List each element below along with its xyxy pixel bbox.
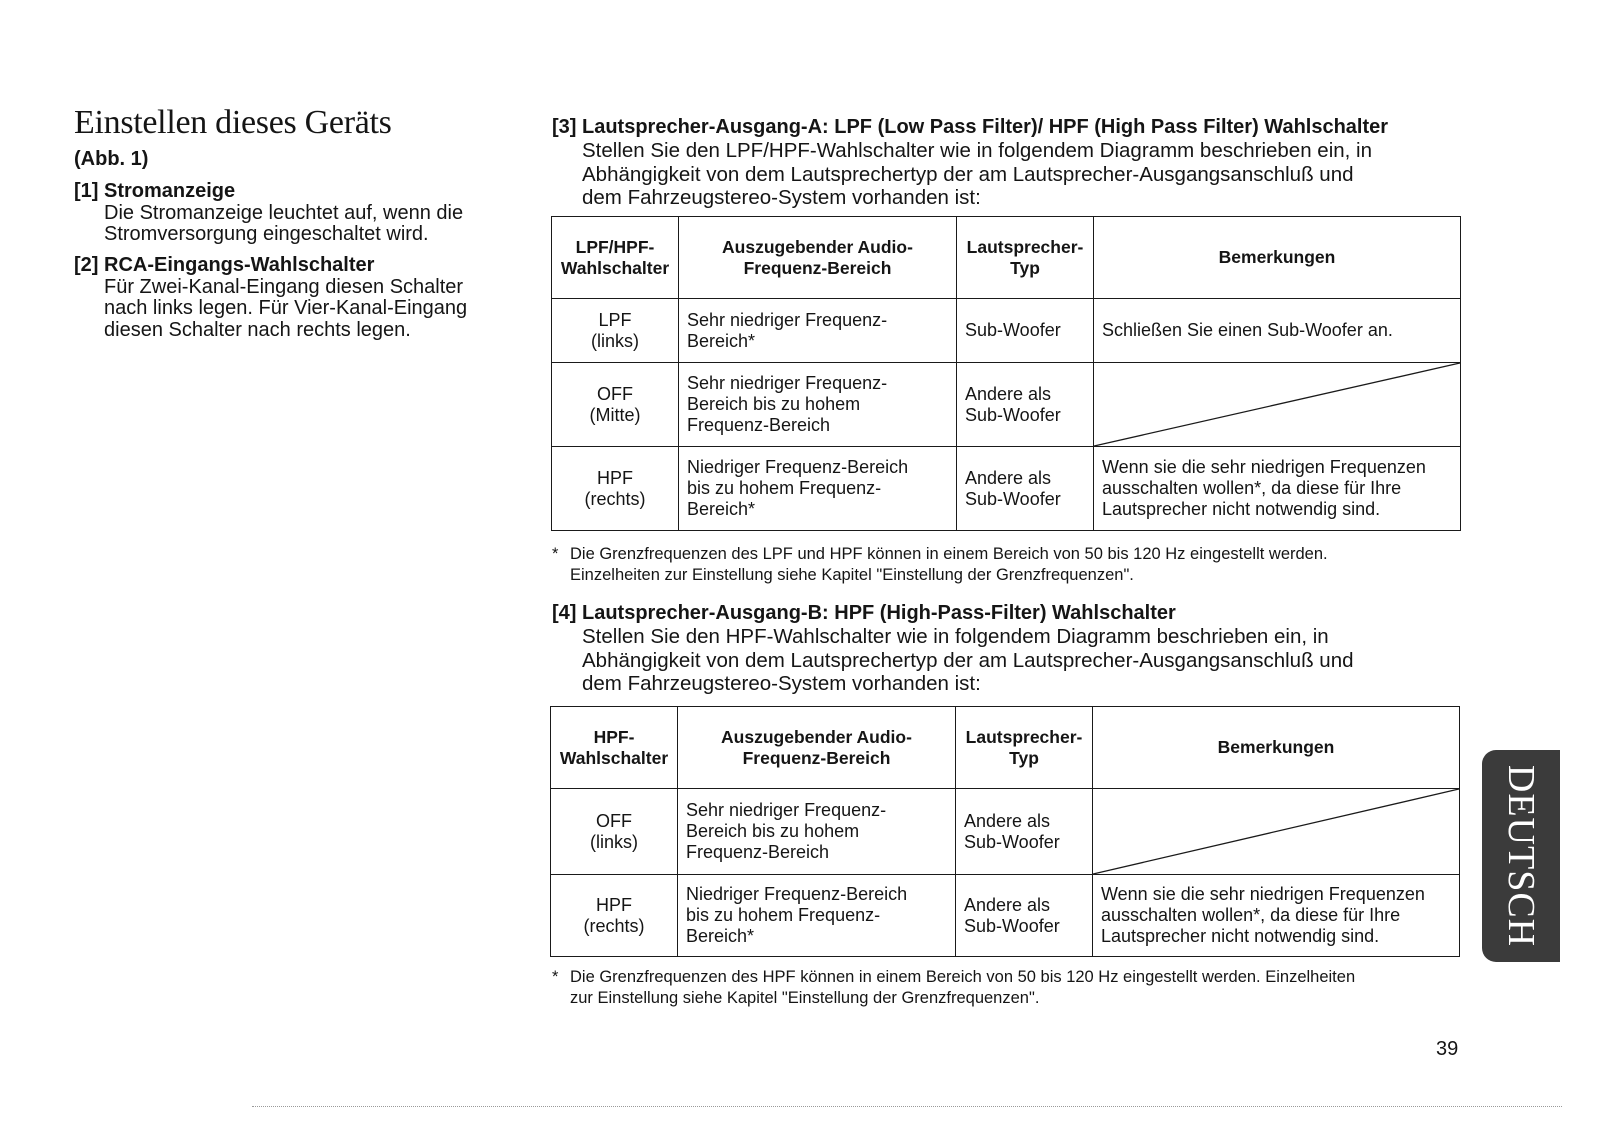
cell-speaker-type: Andere als Sub-Woofer [957,447,1094,531]
language-tab [1482,750,1560,962]
cell-switch: OFF (links) [551,789,678,875]
header-remarks: Bemerkungen [1093,707,1460,789]
table-header-row [552,217,1461,299]
cell-remarks-empty [1094,363,1461,447]
item-power-indicator [74,181,514,246]
table-header-row [551,707,1460,789]
cell-remarks: Wenn sie die sehr niedrigen Frequenzen ausschalten wollen*, da diese für Ihre Lautsprecher nicht notwendig sind. [1094,447,1461,531]
cell-speaker-type: Andere als Sub-Woofer [956,789,1093,875]
cell-frequency: Sehr niedriger Frequenz- Bereich bis zu hohem Frequenz-Bereich [678,789,956,875]
header-frequency-range: Auszugebender Audio- Frequenz-Bereich [679,217,957,299]
section-heading: [4] Lautsprecher-Ausgang-B: HPF (High-Pass-Filter) Wahlschalter [552,602,1176,624]
header-switch: LPF/HPF- Wahlschalter [552,217,679,299]
cell-speaker-type: Andere als Sub-Woofer [956,875,1093,957]
item-heading: [2] RCA-Eingangs-Wahlschalter [74,254,375,276]
item-rca-input-switch [74,255,514,341]
cell-remarks: Schließen Sie einen Sub-Woofer an. [1094,299,1461,363]
header-switch: HPF- Wahlschalter [551,707,678,789]
bottom-rule [252,1106,1562,1107]
header-frequency-range: Auszugebender Audio- Frequenz-Bereich [678,707,956,789]
cell-speaker-type: Andere als Sub-Woofer [957,363,1094,447]
language-tab-label: DEUTSCH [1500,764,1542,948]
header-remarks: Bemerkungen [1094,217,1461,299]
table-row [552,299,1461,363]
cell-remarks: Wenn sie die sehr niedrigen Frequenzen ausschalten wollen*, da diese für Ihre Lautsprecher nicht notwendig sind. [1093,875,1460,957]
header-speaker-type: Lautsprecher- Typ [956,707,1093,789]
table-hpf [550,706,1460,957]
footnote-section-3: * Die Grenzfrequenzen des LPF und HPF können in einem Bereich von 50 bis 120 Hz eingestellt werden. Einzelheiten zur Einstellung siehe Kapitel "Einstellung der Grenzfrequenzen". [552,545,1328,584]
cell-speaker-type: Sub-Woofer [957,299,1094,363]
cell-switch: LPF (links) [552,299,679,363]
footnote-section-4: * Die Grenzfrequenzen des HPF können in einem Bereich von 50 bis 120 Hz eingestellt werden. Einzelheiten zur Einstellung siehe Kapitel "Einstellung der Grenzfrequenzen". [552,968,1356,1007]
table-row [551,875,1460,957]
page-title: Einstellen dieses Geräts [74,104,392,141]
item-body: Für Zwei-Kanal-Eingang diesen Schalter nach links legen. Für Vier-Kanal-Eingang diesen Schalter nach rechts legen. [104,275,468,341]
cell-frequency: Sehr niedriger Frequenz- Bereich* [679,299,957,363]
page-number: 39 [1436,1038,1459,1060]
cell-frequency: Niedriger Frequenz-Bereich bis zu hohem Frequenz- Bereich* [678,875,956,957]
diagonal-strike-line [1093,789,1459,874]
section-3 [552,115,1472,210]
cell-switch: OFF (Mitte) [552,363,679,447]
section-heading: [3] Lautsprecher-Ausgang-A: LPF (Low Pass Filter)/ HPF (High Pass Filter) Wahlschalter [552,116,1389,138]
cell-switch: HPF (rechts) [551,875,678,957]
table-row [551,789,1460,875]
cell-remarks-empty [1093,789,1460,875]
table-row [552,363,1461,447]
table-row [552,447,1461,531]
table-lpf-hpf [551,216,1461,531]
cell-frequency: Niedriger Frequenz-Bereich bis zu hohem Frequenz- Bereich* [679,447,957,531]
section-4 [552,601,1472,696]
item-body: Die Stromanzeige leuchtet auf, wenn die Stromversorgung eingeschaltet wird. [104,201,464,245]
header-speaker-type: Lautsprecher- Typ [957,217,1094,299]
diagonal-strike-line [1094,363,1460,446]
item-heading: [1] Stromanzeige [74,180,236,202]
cell-frequency: Sehr niedriger Frequenz- Bereich bis zu hohem Frequenz-Bereich [679,363,957,447]
section-body: Stellen Sie den HPF-Wahlschalter wie in folgendem Diagramm beschrieben ein, in Abhängigkeit von dem Lautsprechertyp der am Lautsprecher-Ausgangsanschluß und dem Fahrzeugstereo-System vorhanden ist: [582,625,1354,695]
section-body: Stellen Sie den LPF/HPF-Wahlschalter wie in folgendem Diagramm beschrieben ein, in Abhängigkeit von dem Lautsprechertyp der am Lautsprecher-Ausgangsanschluß und dem Fahrzeugstereo-System vorhanden ist: [582,139,1373,209]
figure-reference: (Abb. 1) [74,148,149,170]
cell-switch: HPF (rechts) [552,447,679,531]
